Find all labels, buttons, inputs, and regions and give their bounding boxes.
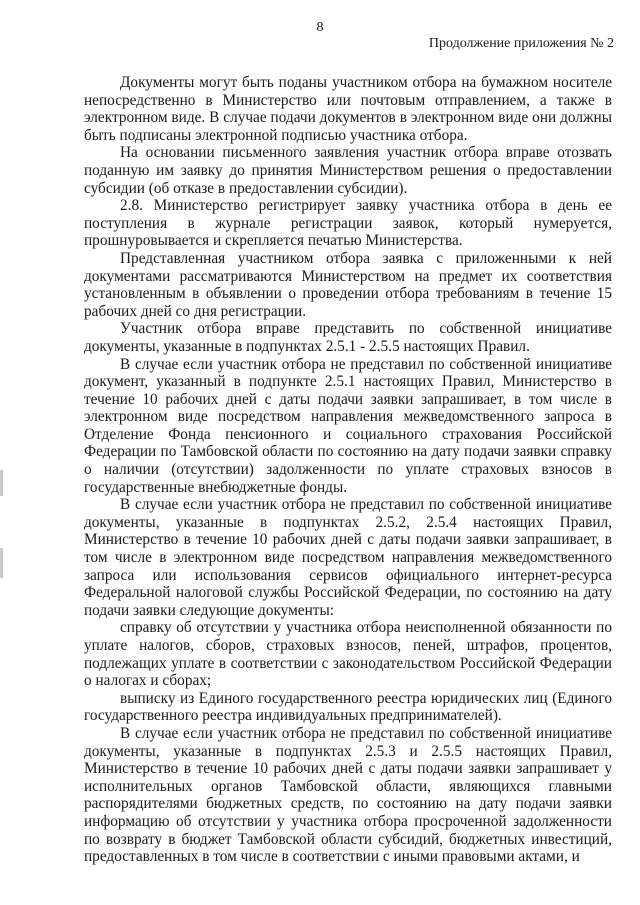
- paragraph: Представленная участником отбора заявка с приложенными к ней документами рассматриваются Министерством на предмет их соответствия установленным в объявлении о проведении отбора требованиям в течение 15 рабочих дней со дня регистрации.: [84, 249, 612, 320]
- paragraph: В случае если участник отбора не представил по собственной инициативе документы, указанные в подпунктах 2.5.2, 2.5.4 настоящих Правил, Министерство в течение 10 рабочих дней с даты подачи заявки запрашивает, в том числе в электронном виде посредством направления межведомственного запроса или использования сервисов официального интернет-ресурса Федеральной налоговой службы Российской Федерации, по состоянию на дату подачи заявки следующие документы:: [84, 496, 612, 619]
- document-body: [84, 74, 612, 866]
- paragraph: В случае если участник отбора не представил по собственной инициативе документ, указанный в подпункте 2.5.1 настоящих Правил, Министерство в течение 10 рабочих дней с даты подачи заявки запрашивает, в том числе в электронном виде посредством направления межведомственного запроса в Отделение Фонда пенсионного и социального страхования Российской Федерации по Тамбовской области по состоянию на дату подачи заявки справку о наличии (отсутствии) задолженности по уплате страховых взносов в государственные внебюджетные фонды.: [84, 355, 612, 496]
- paragraph: На основании письменного заявления участник отбора вправе отозвать поданную им заявку до принятия Министерством решения о предоставлении субсидии (об отказе в предоставлении субсидии).: [84, 144, 612, 197]
- paragraph: В случае если участник отбора не представил по собственной инициативе документы, указанные в подпунктах 2.5.3 и 2.5.5 настоящих Правил, Министерство в течение 10 рабочих дней с даты подачи заявки запрашивает у исполнительных органов Тамбовской области, являющихся главными распорядителями бюджетных средств, по состоянию на дату подачи заявки информацию об отсутствии у участника отбора просроченной задолженности по возврату в бюджет Тамбовской области субсидий, бюджетных инвестиций, предоставленных в том числе в соответствии с иными правовыми актами, и: [84, 724, 612, 866]
- list-paragraph: справку об отсутствии у участника отбора неисполненной обязанности по уплате налогов, сборов, страховых взносов, пеней, штрафов, процентов, подлежащих уплате в соответствии с законодательством Российской Федерации о налогах и сборах;: [84, 619, 612, 690]
- page-number: 8: [316, 20, 324, 35]
- scan-edge-mark: [0, 470, 3, 496]
- paragraph: Документы могут быть поданы участником отбора на бумажном носителе непосредственно в Министерство или почтовым отправлением, а также в электронном виде. В случае подачи документов в электронном виде они должны быть подписаны электронной подписью участника отбора.: [84, 74, 612, 144]
- list-paragraph: выписку из Единого государственного реестра юридических лиц (Единого государственного реестра индивидуальных предпринимателей).: [84, 689, 612, 725]
- scan-edge-mark: [0, 548, 3, 578]
- paragraph: Участник отбора вправе представить по собственной инициативе документы, указанные в подпунктах 2.5.1 - 2.5.5 настоящих Правил.: [84, 320, 612, 355]
- paragraph: 2.8. Министерство регистрирует заявку участника отбора в день ее поступления в журнале регистрации заявок, который нумеруется, прошнуровывается и скрепляется печатью Министерства.: [84, 197, 612, 250]
- appendix-continuation-header: Продолжение приложения № 2: [428, 36, 614, 51]
